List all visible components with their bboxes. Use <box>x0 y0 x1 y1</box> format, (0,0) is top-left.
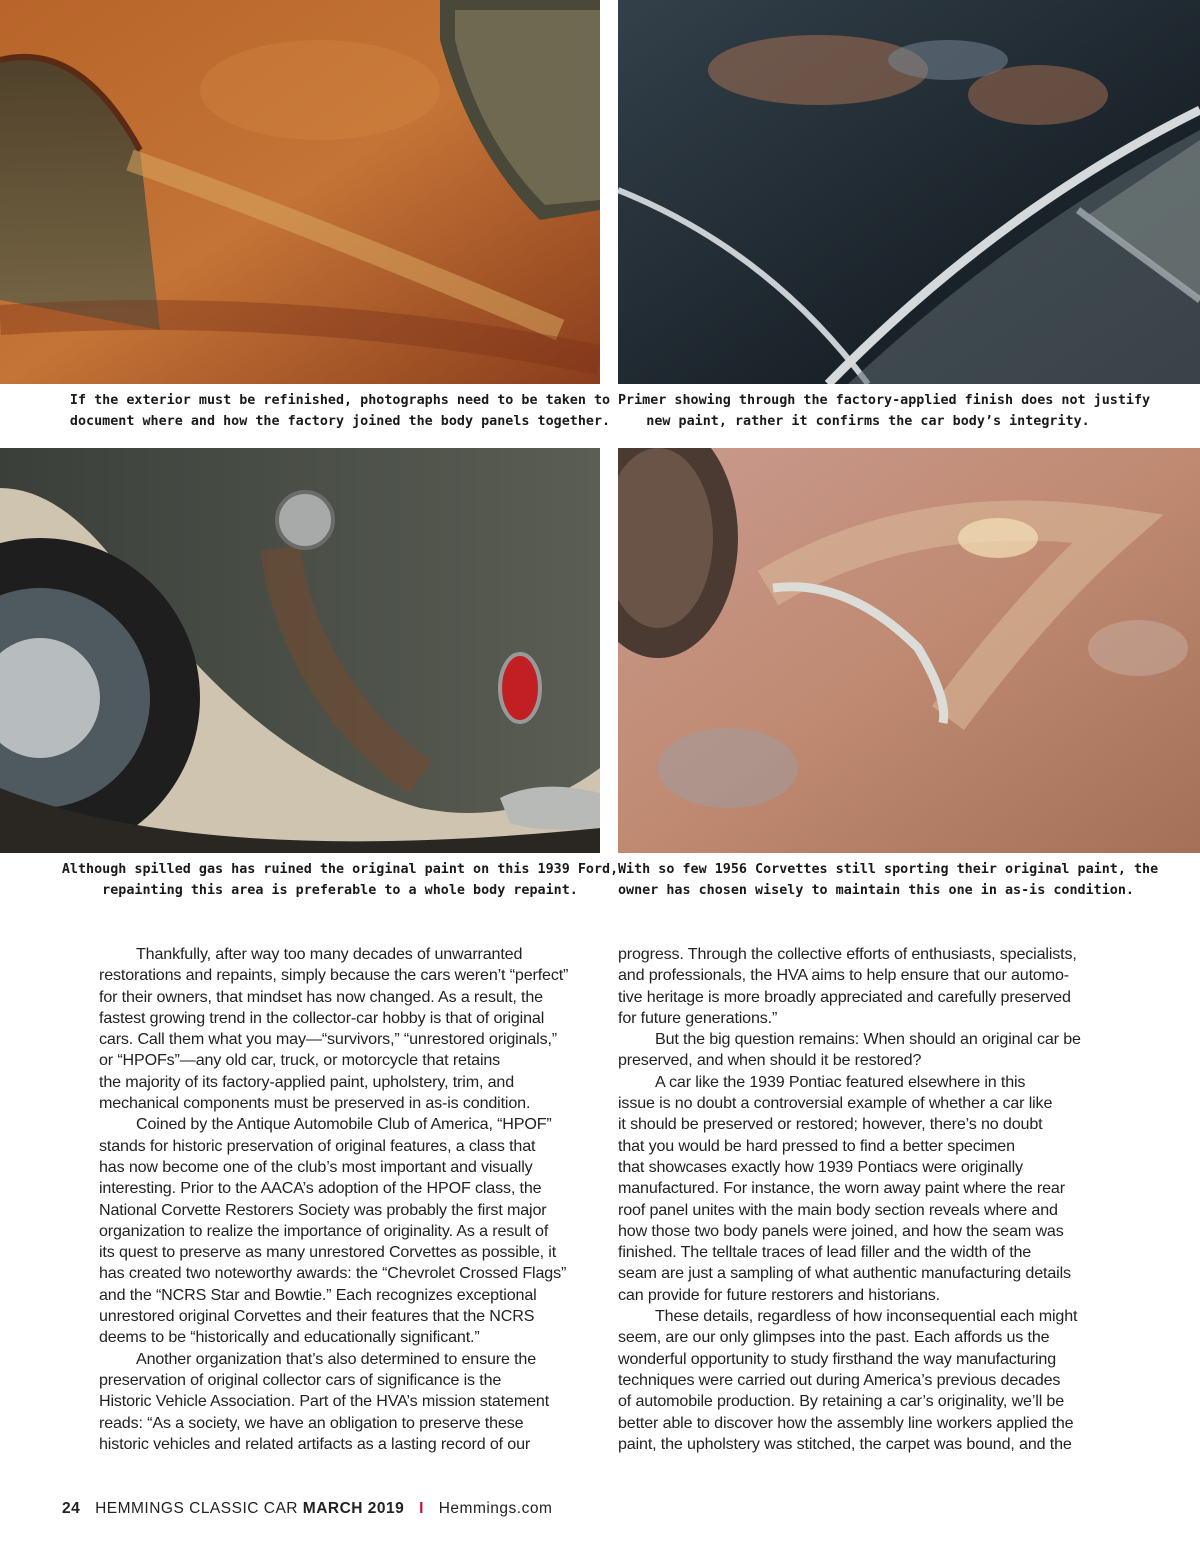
page-footer <box>62 1500 552 1518</box>
article-column-left <box>99 944 599 1455</box>
magazine-name: HEMMINGS CLASSIC CAR <box>95 1500 298 1517</box>
footer-separator: I <box>419 1500 424 1517</box>
body-line: seam are just a sampling of what authentic manufacturing details <box>618 1264 1071 1283</box>
caption-line: Although spilled gas has ruined the original paint on this 1939 Ford, <box>61 862 619 877</box>
body-line: progress. Through the collective efforts of enthusiasts, specialists, <box>618 945 1077 963</box>
body-line: historic vehicles and related artifacts as a lasting record of our <box>99 1434 531 1453</box>
body-line: its quest to preserve as many unrestored Corvettes as possible, it <box>99 1243 557 1262</box>
body-line: stands for historic preservation of original features, a class that <box>99 1136 536 1155</box>
body-line: Another organization that’s also determined to ensure the <box>136 1349 537 1368</box>
caption-1956-corvette <box>618 859 1159 901</box>
body-line: has created two noteworthy awards: the “Chevrolet Crossed Flags” <box>99 1264 567 1283</box>
body-line: paint, the upholstery was stitched, the carpet was bound, and the <box>618 1434 1072 1453</box>
body-line: cars. Call them what you may—“survivors,” “unrestored originals,” <box>99 1030 558 1049</box>
body-line: finished. The telltale traces of lead filler and the width of the <box>618 1243 1032 1262</box>
body-line: restorations and repaints, simply because the cars weren’t “perfect” <box>99 966 569 985</box>
body-line: organization to realize the importance of originality. As a result of <box>99 1221 549 1240</box>
body-line: can provide for future restorers and historians. <box>618 1285 940 1304</box>
caption-1939-ford <box>0 859 680 901</box>
body-line: of automobile production. By retaining a car’s originality, we’ll be <box>618 1392 1065 1411</box>
body-line: Coined by the Antique Automobile Club of America, “HPOF” <box>136 1115 552 1134</box>
body-line: for their owners, that mindset has now changed. As a result, the <box>99 987 543 1006</box>
body-line: reads: “As a society, we have an obligation to preserve these <box>99 1413 524 1432</box>
body-line: preservation of original collector cars of significance is the <box>99 1370 502 1389</box>
body-line: roof panel unites with the main body section reveals where and <box>618 1200 1058 1219</box>
body-line: the majority of its factory-applied paint, upholstery, trim, and <box>99 1072 514 1091</box>
photo-1939-ford-fender <box>0 448 600 853</box>
body-line: how those two body panels were joined, and how the seam was <box>618 1221 1064 1240</box>
photo-1956-corvette-cove <box>618 448 1200 853</box>
caption-line: repainting this area is preferable to a whole body repaint. <box>102 883 578 898</box>
body-line: it should be preserved or restored; however, there’s no doubt <box>618 1115 1043 1134</box>
body-line: seem, are our only glimpses into the past. Each affords us the <box>618 1328 1050 1347</box>
caption-line: Primer showing through the factory-applied finish does not justify <box>618 393 1151 408</box>
body-line: Historic Vehicle Association. Part of the HVA’s mission statement <box>99 1392 550 1411</box>
body-line: interesting. Prior to the AACA’s adoption of the HPOF class, the <box>99 1179 542 1198</box>
body-line: better able to discover how the assembly line workers applied the <box>618 1413 1074 1432</box>
body-line: deems to be “historically and educationally significant.” <box>99 1328 480 1347</box>
website-link[interactable]: Hemmings.com <box>438 1500 553 1517</box>
issue-date: MARCH 2019 <box>302 1500 405 1517</box>
photo-primer-showing <box>618 0 1200 384</box>
body-line: issue is no doubt a controversial example of whether a car like <box>618 1094 1053 1113</box>
caption-line: new paint, rather it confirms the car body’s integrity. <box>646 414 1090 429</box>
body-line: has now become one of the club’s most important and visually <box>99 1157 533 1176</box>
photo-rusty-body-seam <box>0 0 600 384</box>
caption-line: If the exterior must be refinished, photographs need to be taken to <box>69 393 611 408</box>
caption-line: document where and how the factory joined the body panels together. <box>69 414 611 429</box>
body-line: and professionals, the HVA aims to help ensure that our automo- <box>618 966 1069 985</box>
body-line: wonderful opportunity to study firsthand the way manufacturing <box>618 1349 1057 1368</box>
article-column-right <box>618 944 1123 1455</box>
body-line: Thankfully, after way too many decades of unwarranted <box>136 945 523 963</box>
body-line: manufactured. For instance, the worn away paint where the rear <box>618 1179 1065 1198</box>
body-line: preserved, and when should it be restored? <box>618 1051 922 1070</box>
body-line: for future generations.” <box>618 1008 778 1027</box>
body-line: These details, regardless of how inconsequential each might <box>655 1307 1078 1326</box>
body-line: mechanical components must be preserved in as-is condition. <box>99 1094 531 1113</box>
caption-rusty-body-seam <box>0 390 680 432</box>
body-line: But the big question remains: When should an original car be <box>655 1030 1081 1049</box>
body-line: and the “NCRS Star and Bowtie.” Each recognizes exceptional <box>99 1285 537 1304</box>
caption-primer-showing <box>618 390 1151 432</box>
caption-line: owner has chosen wisely to maintain this one in as-is condition. <box>618 883 1134 898</box>
body-line: that showcases exactly how 1939 Pontiacs were originally <box>618 1157 1023 1176</box>
body-line: tive heritage is more broadly appreciated and carefully preserved <box>618 987 1071 1006</box>
body-line: fastest growing trend in the collector-car hobby is that of original <box>99 1008 545 1027</box>
body-line: that you would be hard pressed to find a better specimen <box>618 1136 1015 1155</box>
body-line: or “HPOFs”—any old car, truck, or motorcycle that retains <box>99 1051 501 1070</box>
page-number: 24 <box>62 1500 81 1517</box>
body-line: unrestored original Corvettes and their features that the NCRS <box>99 1307 535 1326</box>
body-line: National Corvette Restorers Society was probably the first major <box>99 1200 547 1219</box>
caption-line: With so few 1956 Corvettes still sporting their original paint, the <box>618 862 1159 877</box>
body-line: techniques were carried out during America’s previous decades <box>618 1370 1061 1389</box>
body-line: A car like the 1939 Pontiac featured elsewhere in this <box>655 1072 1026 1091</box>
